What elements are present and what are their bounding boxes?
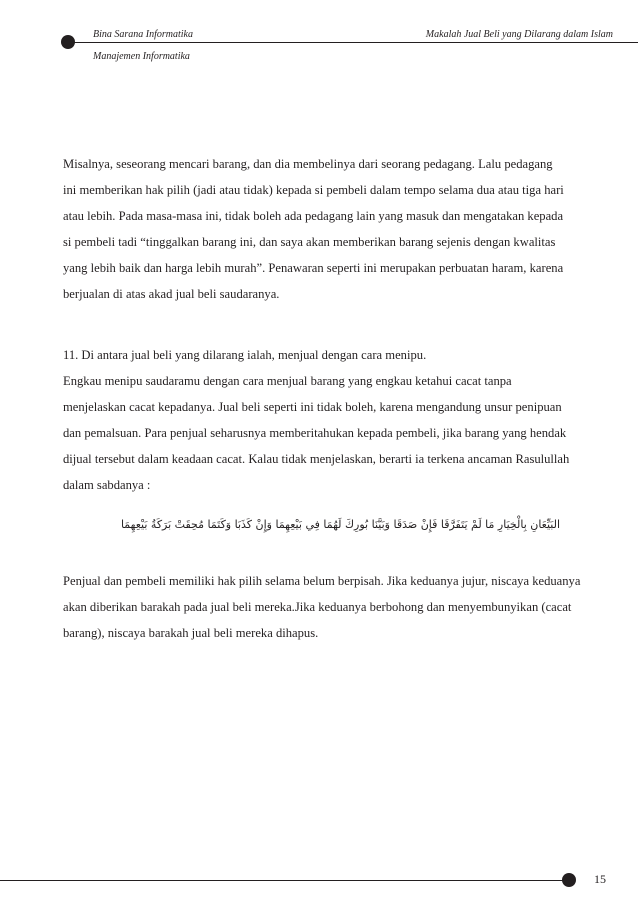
paragraph-line: dalam sabdanya : — [63, 478, 151, 492]
paragraph-line: akan diberikan barakah pada jual beli mereka.Jika keduanya berbohong dan menyembunyikan (cacat — [63, 600, 572, 614]
paragraph-line: berjualan di atas akad jual beli saudaranya. — [63, 287, 280, 301]
paragraph-line: ini memberikan hak pilih (jadi atau tidak) kepada si pembeli dalam tempo selama dua atau tiga hari — [63, 183, 564, 197]
paragraph-line: si pembeli tadi “tinggalkan barang ini, dan saya akan memberikan barang sejenis dengan kwalitas — [63, 235, 556, 249]
paragraph-line: Penjual dan pembeli memiliki hak pilih selama belum berpisah. Jika keduanya jujur, niscaya keduanya — [63, 574, 581, 588]
paragraph-line: menjelaskan cacat kepadanya. Jual beli seperti ini tidak boleh, karena mengandung unsur penipuan — [63, 400, 562, 414]
paragraph-line: 11. Di antara jual beli yang dilarang ialah, menjual dengan cara menipu. — [63, 348, 427, 362]
paragraph-line: Misalnya, seseorang mencari barang, dan dia membelinya dari seorang pedagang. Lalu pedagang — [63, 157, 553, 171]
header-institution: Bina Sarana Informatika — [93, 29, 193, 40]
paragraph-3 — [63, 568, 618, 646]
paragraph-line: atau lebih. Pada masa-masa ini, tidak boleh ada pedagang lain yang masuk dan mengatakan kepada — [63, 209, 564, 223]
paragraph-line: Engkau menipu saudaramu dengan cara menjual barang yang engkau ketahui cacat tanpa — [63, 374, 512, 388]
arabic-hadith-quote: البَيِّعَانِ بِالْخِيَارِ مَا لَمْ يَتَفَرَّقَا فَإِنْ صَدَقَا وَبَيَّنَا بُورِكَ لَهُمَا فِي بَيْعِهِمَا وَإِنْ كَذَبَا وَكَتَمَا مُحِقَتْ بَرَكَةُ بَيْعِهِمَا — [120, 518, 561, 531]
header-department: Manajemen Informatika — [93, 51, 190, 62]
paragraph-2 — [63, 342, 618, 498]
footer-rule — [0, 880, 570, 881]
header-rule — [68, 42, 638, 43]
header-bullet-dot — [61, 35, 75, 49]
paragraph-1 — [63, 151, 618, 307]
paragraph-line: barang), niscaya barakah jual beli mereka dihapus. — [63, 626, 319, 640]
paragraph-line: dan pemalsuan. Para penjual seharusnya memberitahukan kepada pembeli, jika barang yang hendak — [63, 426, 567, 440]
header-document-title: Makalah Jual Beli yang Dilarang dalam Islam — [425, 29, 613, 40]
paragraph-line: dijual tersebut dalam keadaan cacat. Kalau tidak menjelaskan, berarti ia terkena ancaman Rasulullah — [63, 452, 570, 466]
paragraph-line: yang lebih baik dan harga lebih murah”. Penawaran seperti ini merupakan perbuatan haram, karena — [63, 261, 564, 275]
page-number: 15 — [594, 872, 606, 886]
footer-bullet-dot — [562, 873, 576, 887]
